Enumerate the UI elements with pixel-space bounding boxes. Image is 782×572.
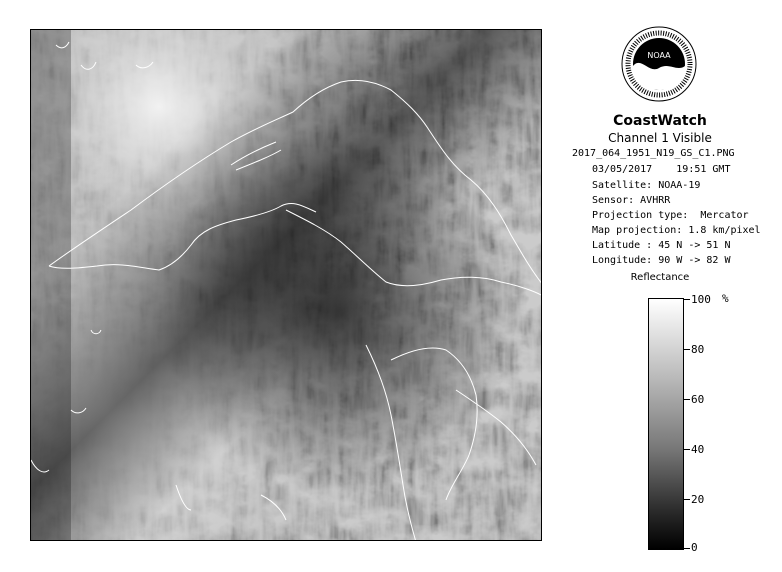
reflectance-colorbar [648,298,684,550]
longitude-range: Longitude: 90 W -> 82 W [592,255,731,266]
colorbar-tick [684,548,690,549]
latitude-range: Latitude : 45 N -> 51 N [592,240,731,251]
colorbar-tick-label: 100 [691,293,711,306]
colorbar-tick-label: 80 [691,343,705,356]
west-shadow [31,30,71,541]
sensor: Sensor: AVHRR [592,195,671,206]
colorbar-tick [684,499,690,500]
colorbar-tick [684,399,690,400]
colorbar-tick [684,449,690,450]
colorbar-title: Reflectance [630,272,690,283]
filename: 2017_064_1951_N19_GS_C1.PNG [572,148,735,159]
colorbar-tick [684,299,690,300]
colorbar-tick-label: 40 [691,443,705,456]
colorbar-tick-label: 60 [691,393,705,406]
logo-text: NOAA [647,51,671,60]
dark-band [31,30,542,541]
satellite-image [30,29,542,541]
colorbar-tick-label: 20 [691,493,705,506]
projection-type: Projection type: Mercator [592,210,749,221]
colorbar-tick [684,349,690,350]
colorbar-unit: % [722,292,729,305]
noaa-logo [621,26,697,102]
map-projection: Map projection: 1.8 km/pixel [592,225,761,236]
satellite: Satellite: NOAA-19 [592,180,701,191]
satellite-image-svg [31,30,542,541]
colorbar-tick-label: 0 [691,541,698,554]
product-title: CoastWatch [613,113,707,129]
datetime: 03/05/2017 19:51 GMT [592,164,731,175]
channel-subtitle: Channel 1 Visible [608,131,712,145]
